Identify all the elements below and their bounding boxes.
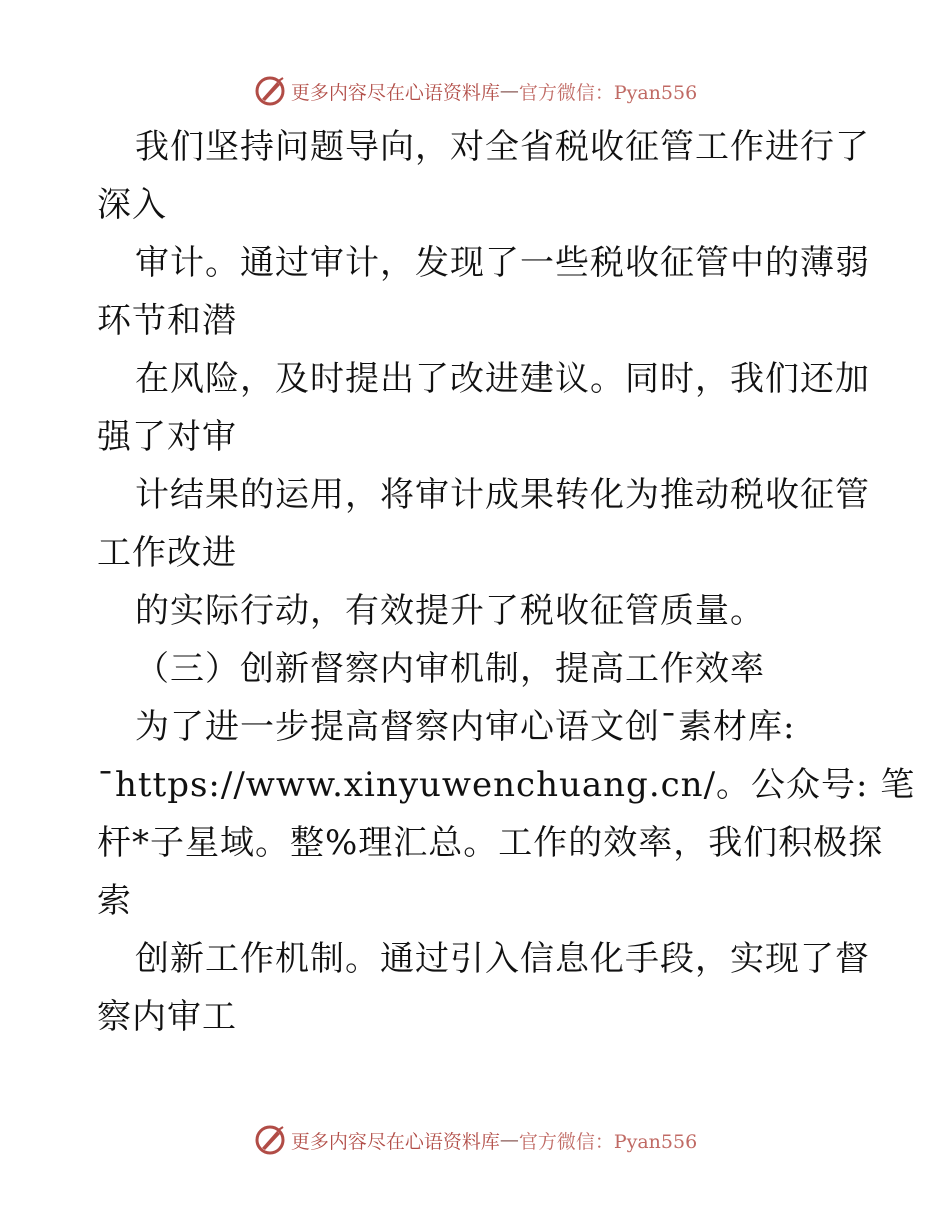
header-banner	[0, 71, 950, 111]
text-line: 为了进一步提高督察内审心语文创¯素材库:	[135, 707, 796, 747]
text-line: 计结果的运用，将审计成果转化为推动税收征管	[135, 475, 870, 515]
text-line: 工作改进	[97, 533, 237, 573]
text-line: 察内审工	[97, 997, 237, 1037]
text-line: 在风险，及时提出了改进建议。同时，我们还加	[135, 359, 870, 399]
text-line: 我们坚持问题导向，对全省税收征管工作进行了	[135, 127, 870, 167]
banner-text: 更多内容尽在心语资料库	[290, 1130, 500, 1153]
banner-separator: —	[499, 1129, 519, 1151]
text-line: 审计。通过审计，发现了一些税收征管中的薄弱	[135, 243, 870, 283]
banner-text: 更多内容尽在心语资料库	[290, 81, 500, 104]
text-line: 强了对审	[97, 417, 237, 457]
text-line: 环节和潜	[97, 301, 237, 341]
section-heading: （三）创新督察内审机制，提高工作效率	[135, 649, 765, 689]
text-line-url: ¯https://www.xinyuwenchuang.cn/。公众号: 笔	[97, 765, 916, 805]
text-line: 深入	[97, 185, 167, 225]
document-body	[97, 118, 916, 1046]
banner-separator: —	[499, 80, 519, 102]
text-line: 的实际行动，有效提升了税收征管质量。	[135, 591, 765, 631]
text-line: 杆*子星域。整%理汇总。工作的效率，我们积极探	[97, 823, 884, 863]
text-line: 索	[97, 881, 132, 921]
quill-pen-logo-icon	[253, 74, 287, 108]
footer-banner	[0, 1120, 950, 1160]
banner-wechat: 官方微信：Pyan556	[518, 1130, 698, 1153]
quill-pen-logo-icon	[253, 1123, 287, 1157]
banner-wechat: 官方微信：Pyan556	[518, 81, 698, 104]
text-line: 创新工作机制。通过引入信息化手段，实现了督	[135, 939, 870, 979]
